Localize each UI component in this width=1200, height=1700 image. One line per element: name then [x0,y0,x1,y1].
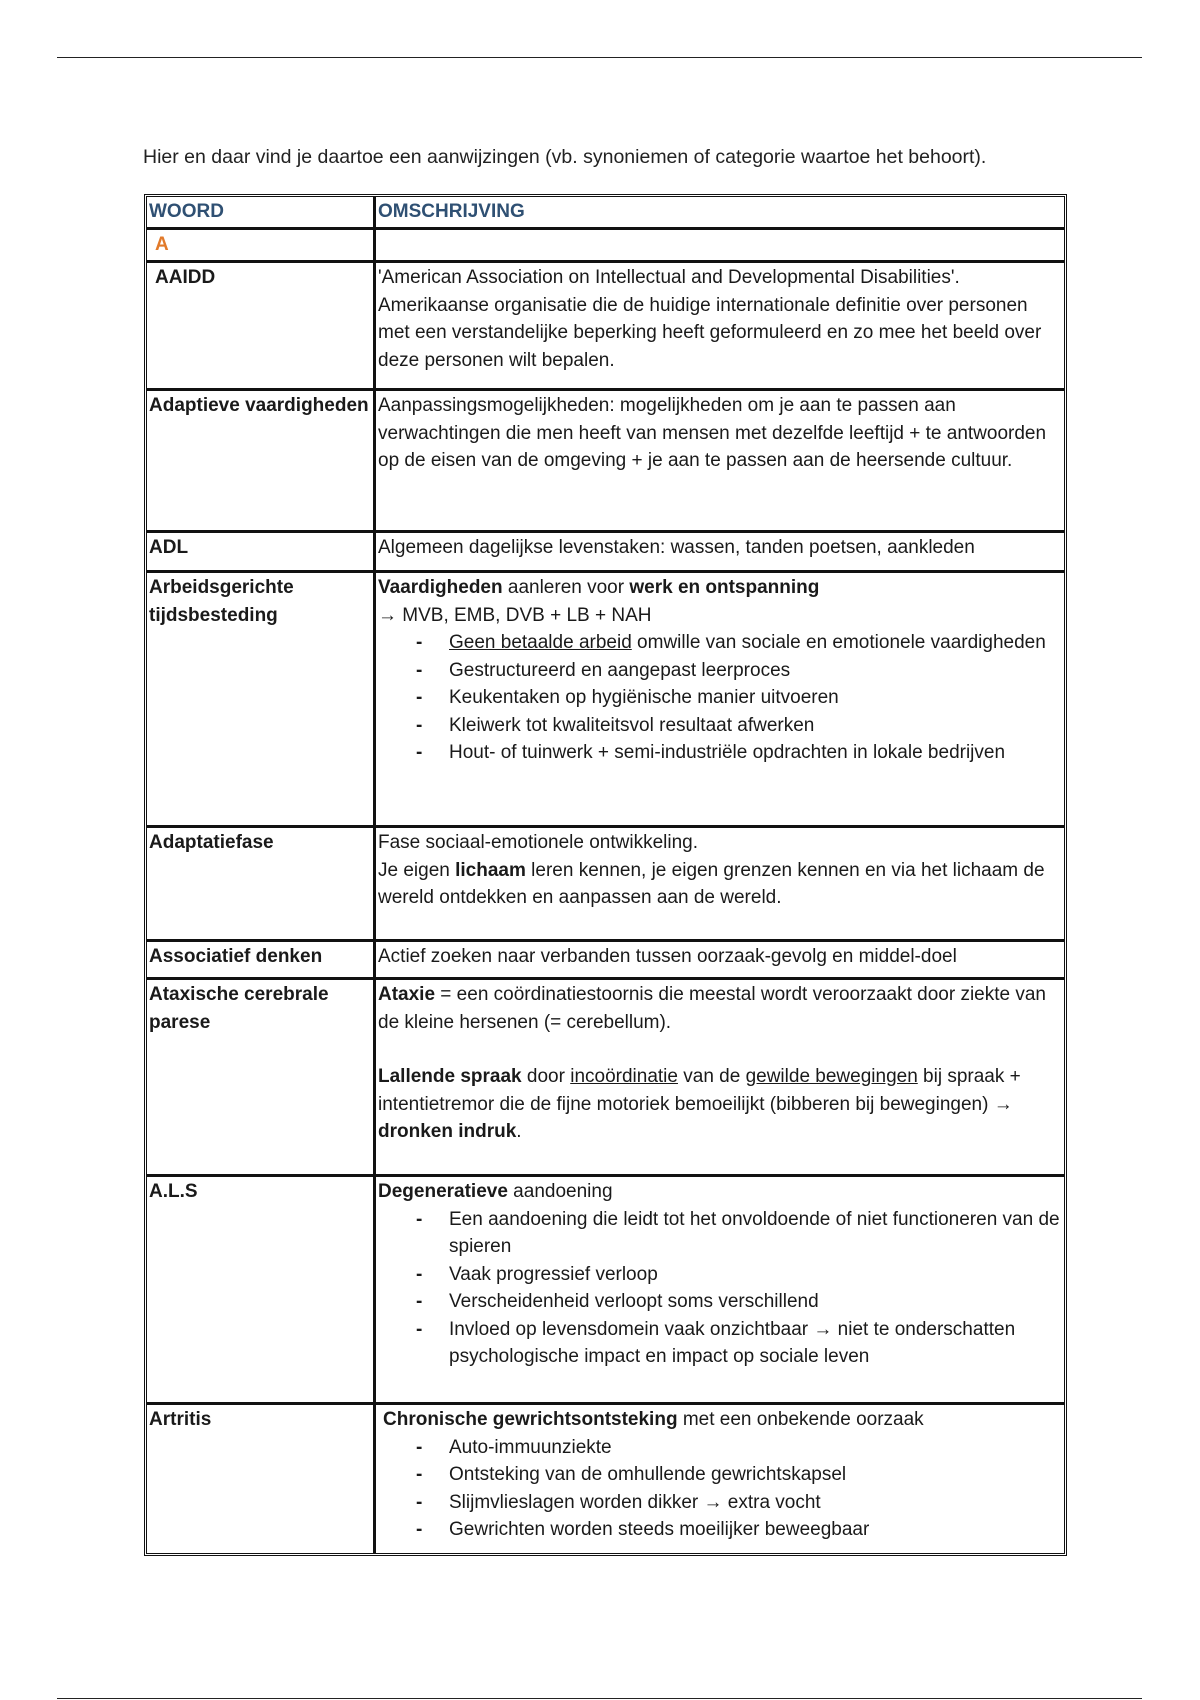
bullet-list [378,629,1062,767]
text: Je eigen [378,859,456,881]
description-line: → MVB, EMB, DVB + LB + NAH [378,604,652,626]
header-description: OMSCHRIJVING [376,197,1064,230]
term: Artritis [147,1405,376,1553]
description: Aanpassingsmogelijkheden: mogelijkheden om je aan te passen aan verwachtingen die men heeft van mensen met dezelfde leeftijd + te antwoorden op de eisen van de omgeving + je aan te passen aan de heersende cultuur. [376,391,1064,533]
list-item: - Verscheidenheid verloopt soms verschillend [378,1288,1062,1316]
underlined-phrase: incoördinatie [570,1066,678,1087]
bold-phrase: lichaam [455,859,526,881]
table-row [147,980,1064,1177]
bold-phrase: dronken indruk [378,1121,517,1142]
text: leren kennen, je eigen grenzen kennen en via het lichaam de wereld ontdekken en aanpassen aan de wereld. [378,859,1045,908]
table-row [147,533,1064,573]
text: aanleren voor [502,577,630,598]
text: bij spraak + intentietremor die de fijne motoriek bemoeilijkt (bibberen bij bewegingen) [378,1066,1021,1115]
table-row [147,391,1064,533]
list-item: - Slijmvlieslagen worden dikker → extra vocht [378,1489,1062,1517]
description-line [378,857,1062,912]
page-top-rule [57,57,1142,58]
term: AAIDD [147,263,376,391]
description [376,1405,1064,1553]
letter-row-empty [376,230,1064,263]
list-item: - Keukentaken op hygiënische manier uitvoeren [378,684,1062,712]
description [376,828,1064,942]
term: Arbeidsgerichte tijdsbesteding [147,573,376,828]
description [376,1177,1064,1405]
list-item: - Auto-immuunziekte [378,1434,1062,1462]
list-item: - Kleiwerk tot kwaliteitsvol resultaat afwerken [378,712,1062,740]
description: Actief zoeken naar verbanden tussen oorzaak-gevolg en middel-doel [376,942,1064,980]
arrow-icon: → [993,1093,1013,1115]
bold-phrase: Vaardigheden [378,577,503,598]
term: ADL [147,533,376,573]
text: door [521,1066,571,1087]
section-letter: A [147,230,376,263]
term: Adaptatiefase [147,828,376,942]
glossary-table [144,194,1067,1556]
list-item: - Een aandoening die leidt tot het onvoldoende of niet functioneren van de spieren [378,1206,1062,1261]
table-row [147,828,1064,942]
description-line: Fase sociaal-emotionele ontwikkeling. [378,832,698,853]
description-paragraph [378,1063,1062,1146]
list-item: - Vaak progressief verloop [378,1261,1062,1289]
text: = een coördinatiestoornis die meestal wordt veroorzaakt door ziekte van de kleine hersenen (= cerebellum). [378,984,1046,1033]
table-row [147,1177,1064,1405]
term: Ataxische cerebrale parese [147,980,376,1177]
intro-text: Hier en daar vind je daartoe een aanwijzingen (vb. synoniemen of categorie waartoe het behoort). [143,146,987,168]
text: omwille van sociale en emotionele vaardigheden [631,632,1046,653]
description [376,573,1064,828]
bold-phrase: Ataxie [378,984,436,1005]
term: A.L.S [147,1177,376,1405]
bullet-list [378,1206,1062,1371]
list-item: - Ontsteking van de omhullende gewrichtskapsel [378,1461,1062,1489]
paragraph-gap [378,1036,1062,1063]
table-row [147,573,1064,828]
table-row [147,1405,1064,1553]
header-word: WOORD [147,197,376,230]
text: . [516,1121,522,1142]
bold-phrase: Chronische gewrichtsontsteking [383,1409,678,1430]
list-item [378,629,1062,657]
list-item: - Gewrichten worden steeds moeilijker beweegbaar [378,1516,1062,1544]
text: met een onbekende oorzaak [677,1409,924,1430]
letter-row [147,230,1064,263]
bold-phrase: Degeneratieve [378,1181,508,1202]
description-line [378,1178,1062,1206]
text: aandoening [507,1181,613,1202]
bold-phrase: werk en ontspanning [629,577,820,598]
text: van de [677,1066,746,1087]
table-row [147,942,1064,980]
list-item: - Gestructureerd en aangepast leerproces [378,657,1062,685]
description: Algemeen dagelijkse levenstaken: wassen, tanden poetsen, aankleden [376,533,1064,573]
underlined-phrase: Geen betaalde arbeid [449,632,632,653]
list-item: - Hout- of tuinwerk + semi-industriële opdrachten in lokale bedrijven [378,739,1062,767]
page-bottom-rule [57,1698,1142,1699]
description-line [383,1406,1062,1434]
description-paragraph [378,981,1062,1036]
bold-phrase: Lallende spraak [378,1066,522,1087]
list-item: - Invloed op levensdomein vaak onzichtbaar → niet te onderschatten psychologische impact en impact op sociale leven [378,1316,1062,1371]
term: Adaptieve vaardigheden [147,391,376,533]
description-line [378,574,1062,602]
description [376,980,1064,1177]
underlined-phrase: gewilde bewegingen [745,1066,918,1087]
description: 'American Association on Intellectual and Developmental Disabilities'. Amerikaanse organisatie die de huidige internationale definitie over personen met een verstandelijke beperking heeft geformuleerd en zo mee het beeld over deze personen wilt bepalen. [376,263,1064,391]
bullet-list [378,1434,1062,1544]
table-row [147,263,1064,391]
table-header-row [147,197,1064,230]
term: Associatief denken [147,942,376,980]
